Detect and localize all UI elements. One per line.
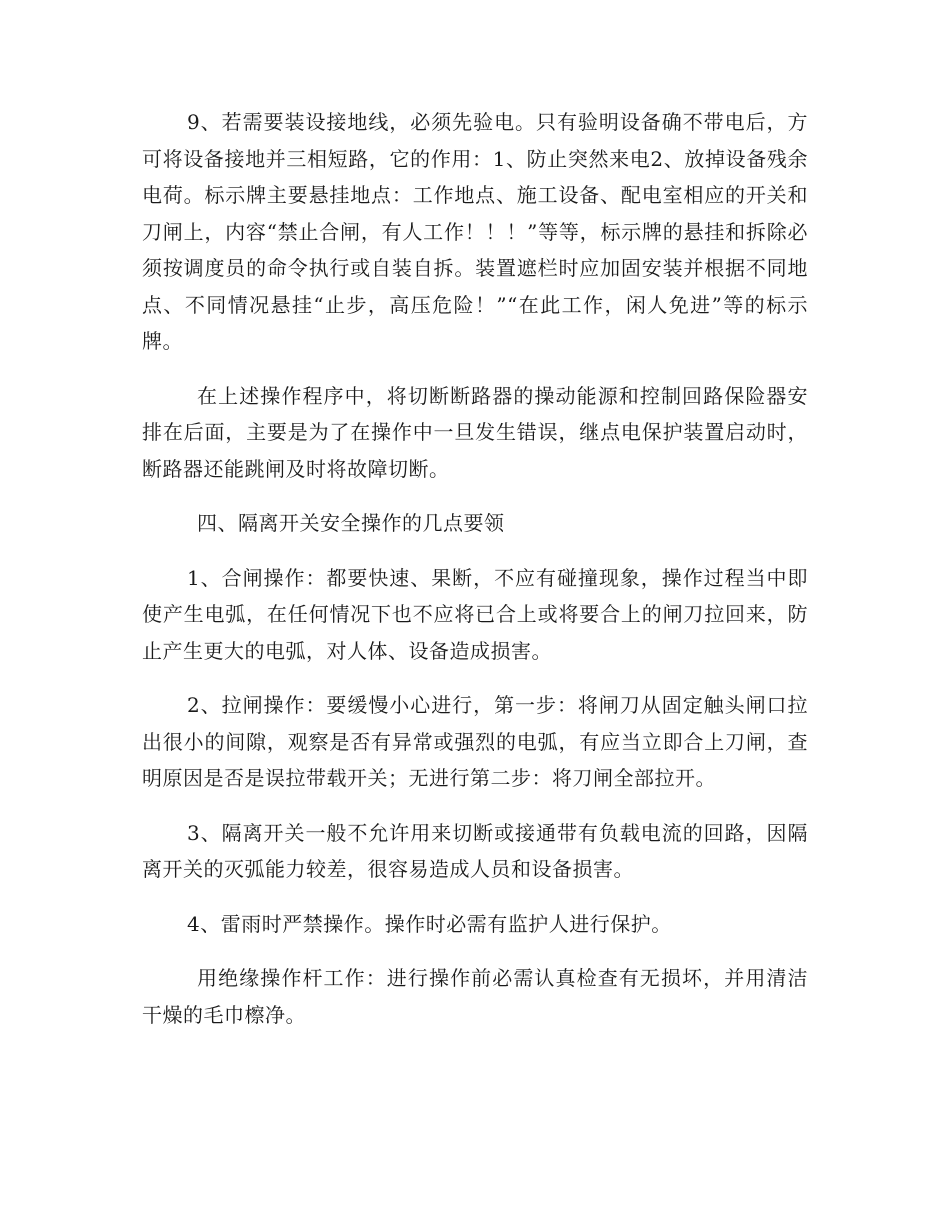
paragraph-opening-operation: 2、拉闸操作：要缓慢小心进行，第一步：将闸刀从固定触头闸口拉出很小的间隙，观察是否有异常或强烈的电弧，有应当立即合上刀闸，查明原因是否是误拉带载开关；无进行第二步：将刀闸全部拉开。	[142, 693, 808, 790]
section-heading-isolation-switch: 四、隔离开关安全操作的几点要领	[197, 511, 505, 535]
paragraph-grounding-wire: 9、若需要装设接地线，必须先验电。只有验明设备确不带电后，方可将设备接地并三相短路，它的作用：1、防止突然来电2、放掉设备残余电荷。标示牌主要悬挂地点：工作地点、施工设备、配电室相应的开关和刀闸上，内容“禁止合闸，有人工作！！！”等等，标示牌的悬挂和拆除必须按调度员的命令执行或自装自拆。装置遮栏时应加固安装并根据不同地点、不同情况悬挂“止步，高压危险！”“在此工作，闲人免进”等的标示牌。	[142, 110, 808, 353]
paragraph-insulated-rod: 用绝缘操作杆工作：进行操作前必需认真检查有无损坏，并用清洁干燥的毛巾檫净。	[142, 966, 808, 1027]
paragraph-thunderstorm: 4、雷雨时严禁操作。操作时必需有监护人进行保护。	[187, 911, 672, 936]
paragraph-closing-operation: 1、合闸操作：都要快速、果断，不应有碰撞现象，操作过程当中即使产生电弧，在任何情况下也不应将已合上或将要合上的闸刀拉回来，防止产生更大的电弧，对人体、设备造成损害。	[142, 565, 808, 663]
paragraph-load-current: 3、隔离开关一般不允许用来切断或接通带有负载电流的回路，因隔离开关的灭弧能力较差，很容易造成人员和设备损害。	[142, 820, 808, 881]
paragraph-operation-sequence: 在上述操作程序中，将切断断路器的操动能源和控制回路保险器安排在后面，主要是为了在操作中一旦发生错误，继点电保护装置启动时，断路器还能跳闸及时将故障切断。	[142, 383, 808, 481]
